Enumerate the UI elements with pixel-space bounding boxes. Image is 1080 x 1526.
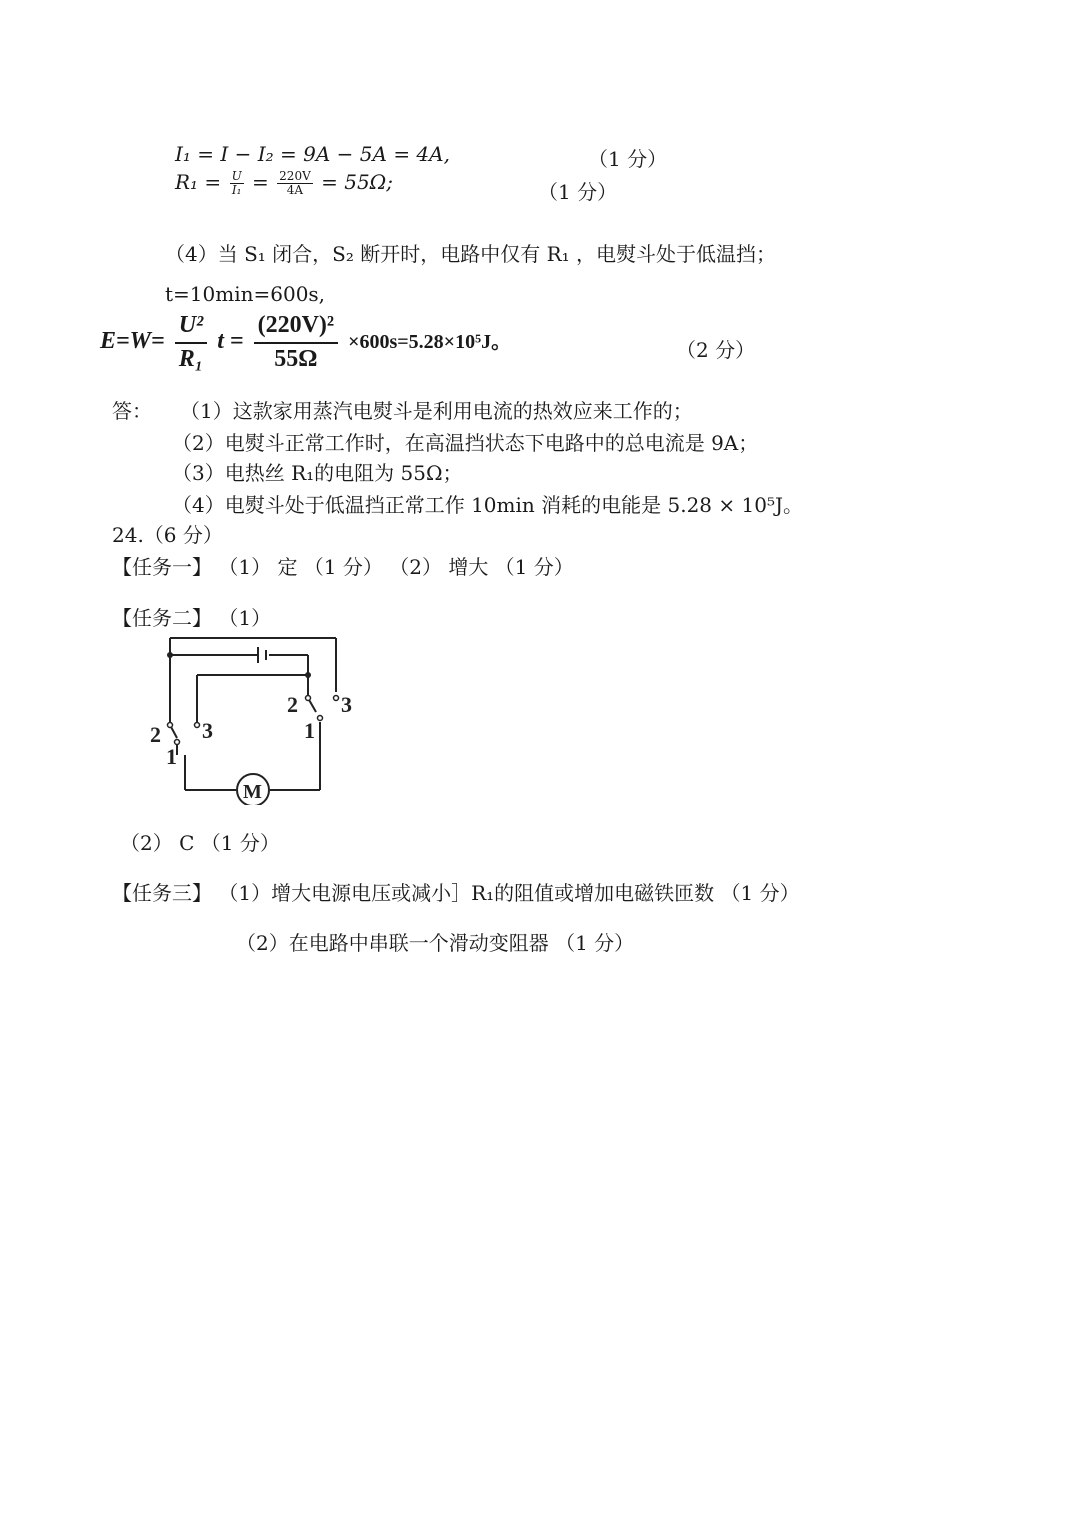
part4-line1: （4）当 S₁ 闭合，S₂ 断开时，电路中仅有 R₁ ，电熨斗处于低温挡；	[165, 242, 777, 266]
frac-den: I₁	[231, 183, 242, 198]
q24-task2: 【任务二】 （1）	[112, 606, 272, 630]
left-label-1: 1	[166, 744, 177, 769]
frac-num: U²	[175, 312, 208, 344]
energy-rhs: ×600s=5.28×10⁵J。	[348, 331, 512, 354]
energy-t: t =	[217, 328, 244, 355]
eq2-lhs: R₁ =	[175, 170, 222, 195]
right-terminal-3	[334, 696, 339, 701]
answer-item-2: （2）电熨斗正常工作时，在高温挡状态下电路中的总电流是 9A；	[172, 431, 759, 455]
left-label-2: 2	[150, 722, 161, 747]
answer-label: 答：	[112, 399, 152, 423]
left-label-3: 3	[202, 718, 213, 743]
equation-energy	[100, 312, 511, 373]
eq2-rhs: = 55Ω;	[321, 170, 393, 195]
right-terminal-1	[318, 716, 323, 721]
left-terminal-3	[195, 723, 200, 728]
right-label-2: 2	[287, 692, 298, 717]
answer-item-3: （3）电热丝 R₁的电阻为 55Ω；	[172, 461, 463, 485]
frac-den: 55Ω	[274, 345, 318, 372]
frac-num: 220V	[279, 169, 311, 183]
frac-den: R₁	[178, 345, 204, 372]
energy-lhs: E=W=	[100, 328, 165, 355]
junction-right	[305, 672, 311, 678]
score-eq1: （1 分）	[588, 147, 668, 171]
right-label-1: 1	[304, 718, 315, 743]
right-terminal-2	[306, 696, 311, 701]
fraction-u-over-i1	[230, 170, 244, 197]
q24-task1: 【任务一】 （1） 定 （1 分） （2） 增大 （1 分）	[112, 555, 574, 579]
q24-header: 24.（6 分）	[112, 523, 223, 547]
circuit-diagram	[140, 630, 370, 805]
equation-current-i1: I₁ = I − I₂ = 9A − 5A = 4A,	[175, 142, 450, 166]
score-energy: （2 分）	[676, 338, 756, 362]
junction-left	[167, 652, 173, 658]
q24-task3-line2: （2）在电路中串联一个滑动变阻器 （1 分）	[236, 931, 635, 955]
score-eq2: （1 分）	[538, 180, 618, 204]
answer-item-4: （4）电熨斗处于低温挡正常工作 10min 消耗的电能是 5.28 × 10⁵J。	[172, 493, 803, 517]
fraction-220v2-over-55ohm	[254, 312, 339, 373]
frac-den: 4A	[286, 183, 304, 198]
fraction-u2-over-r1	[175, 312, 208, 373]
equation-resistance-r1: R₁ = $\frac{U}{\text{I₁}}$ = $\frac{220V}{4A}$ = 55Ω;	[175, 169, 393, 198]
left-terminal-2	[168, 723, 173, 728]
q24-task3-line1: 【任务三】 （1）增大电源电压或减小］R₁的阻值或增加电磁铁匝数 （1 分）	[112, 881, 800, 905]
answer-item-1: （1）这款家用蒸汽电熨斗是利用电流的热效应来工作的；	[180, 399, 693, 423]
right-label-3: 3	[341, 692, 352, 717]
part4-line2: t=10min=600s,	[165, 282, 326, 306]
q24-task2-part2: （2） C （1 分）	[120, 831, 280, 855]
fraction-220v-over-4a	[277, 170, 313, 197]
frac-num: U	[231, 169, 242, 183]
motor-label: M	[243, 781, 262, 803]
frac-num: (220V)²	[254, 312, 339, 344]
